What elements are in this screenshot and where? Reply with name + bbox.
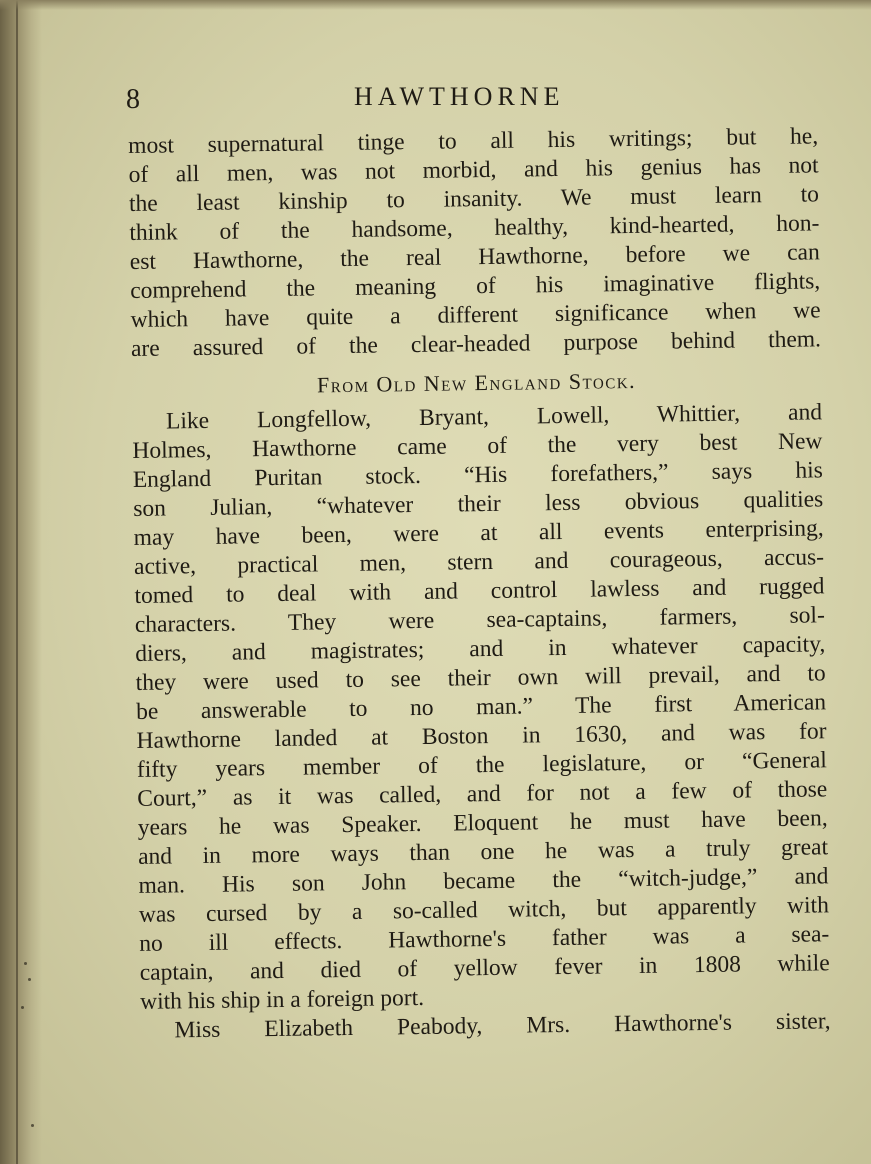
- paper-speck: [21, 1006, 24, 1009]
- text-line: son Julian, “whatever their less obvious qualities: [133, 486, 824, 522]
- text-line: and in more ways than one he was a truly great: [137, 834, 829, 870]
- paper-speck: [24, 962, 27, 965]
- page-number: 8: [126, 84, 140, 115]
- running-head: HAWTHORNE: [354, 82, 565, 111]
- text-line: which have quite a different significance when we: [130, 297, 821, 333]
- text-line: characters. They were sea-captains, farmers, sol-: [134, 602, 825, 638]
- text-line: Hawthorne landed at Boston in 1630, and was for: [136, 718, 827, 754]
- binding-edge: [16, 0, 18, 1164]
- page-gutter: [0, 0, 42, 1164]
- page-header: [126, 78, 826, 118]
- text-line: Miss Elizabeth Peabody, Mrs. Hawthorne's sister,: [174, 1008, 831, 1044]
- paragraph-1: [128, 122, 821, 364]
- text-line: Court,” as it was called, and for not a few of those: [137, 776, 828, 812]
- text-line: most supernatural tinge to all his writings; but he,: [128, 123, 819, 159]
- text-line: no ill effects. Hawthorne's father was a sea-: [139, 921, 830, 957]
- text-line: with his ship in a foreign port.: [139, 984, 425, 1015]
- text-line: may have been, were at all events enterprising,: [133, 515, 824, 551]
- text-line: comprehend the meaning of his imaginative flights,: [130, 268, 821, 304]
- text-line: active, practical men, stern and courageous, accus-: [133, 544, 825, 580]
- text-line: diers, and magistrates; and in whatever capacity,: [135, 631, 826, 667]
- text-line: of all men, was not morbid, and his genius has not: [128, 152, 819, 188]
- text-line: the least kinship to insanity. We must learn to: [128, 181, 820, 217]
- paragraph-2: [132, 398, 830, 1017]
- text-line: they were used to see their own will prevail, and to: [135, 660, 826, 696]
- text-line: captain, and died of yellow fever in 1808 while: [139, 950, 830, 986]
- section-heading: From Old New England Stock.: [316, 367, 637, 398]
- text-line: man. His son John became the “witch-judge,” and: [138, 863, 829, 899]
- text-line: think of the handsome, healthy, kind-hearted, hon-: [129, 210, 820, 246]
- paper-speck: [28, 978, 31, 981]
- text-line: Holmes, Hawthorne came of the very best New: [132, 428, 823, 464]
- text-line: are assured of the clear-headed purpose behind them.: [130, 326, 822, 362]
- top-edge-shadow: [0, 0, 871, 10]
- body-text: [128, 122, 831, 1046]
- text-line: est Hawthorne, the real Hawthorne, before we can: [129, 239, 820, 275]
- text-line: be answerable to no man.” The first American: [135, 689, 827, 725]
- text-line: tomed to deal with and control lawless and rugged: [134, 573, 825, 609]
- text-line: years he was Speaker. Eloquent he must have been,: [137, 805, 828, 841]
- paper-speck: [31, 1124, 34, 1127]
- text-line: fifty years member of the legislature, or “General: [136, 747, 828, 783]
- text-line: was cursed by a so-called witch, but apparently with: [138, 892, 830, 928]
- text-line: England Puritan stock. “His forefathers,” says his: [132, 457, 823, 493]
- text-line: Like Longfellow, Bryant, Lowell, Whittier, and: [165, 399, 823, 435]
